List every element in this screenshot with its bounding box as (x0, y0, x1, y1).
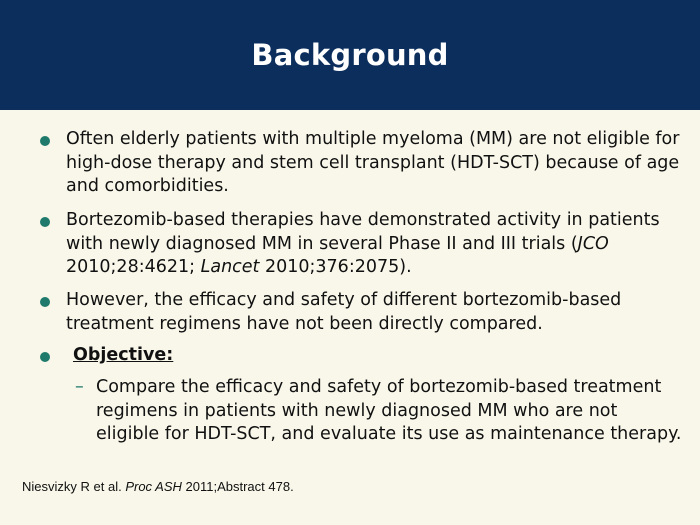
citation-footer (22, 478, 294, 496)
bullet-2-citation-end: 2010;376:2075). (259, 257, 412, 277)
bullet-dot-icon (40, 217, 50, 227)
slide-title: Background (251, 38, 449, 72)
bullet-text-3 (66, 289, 686, 336)
bullet-1-text: Often elderly patients with multiple myeloma (MM) are not eligible for high-dose therapy and stem cell transplant (HDT-SCT) because of age and comorbidities. (66, 129, 680, 196)
objective-label: Objective: (73, 345, 174, 365)
bullet-dot-icon (40, 136, 50, 146)
journal-name: JCO (577, 233, 609, 254)
title-bar (0, 0, 700, 110)
journal-name: Lancet (200, 257, 260, 277)
bullet-3-text: However, the efficacy and safety of different bortezomib-based treatment regimens have not been directly compared. (66, 290, 622, 334)
bullet-2-citation: 2010;28:4621; (66, 257, 201, 277)
bullet-text-2 (66, 209, 686, 280)
citation-journal: Proc ASH (125, 479, 182, 494)
bullet-dot-icon (40, 352, 50, 362)
bullet-text-1 (66, 128, 686, 199)
bullet-2-text: Bortezomib-based therapies have demonstrated activity in patients with newly diagnosed MM in several Phase II and III trials ( (66, 210, 660, 254)
dash-icon: – (75, 377, 84, 397)
objective-subtext: Compare the efficacy and safety of bortezomib-based treatment regimens in patients with newly diagnosed MM who are not eligible for HDT-SCT, and evaluate its use as maintenance therapy. (96, 377, 682, 444)
citation-details: 2011;Abstract 478. (181, 479, 294, 494)
bullet-dot-icon (40, 297, 50, 307)
citation-authors: Niesvizky R et al. (22, 479, 126, 494)
